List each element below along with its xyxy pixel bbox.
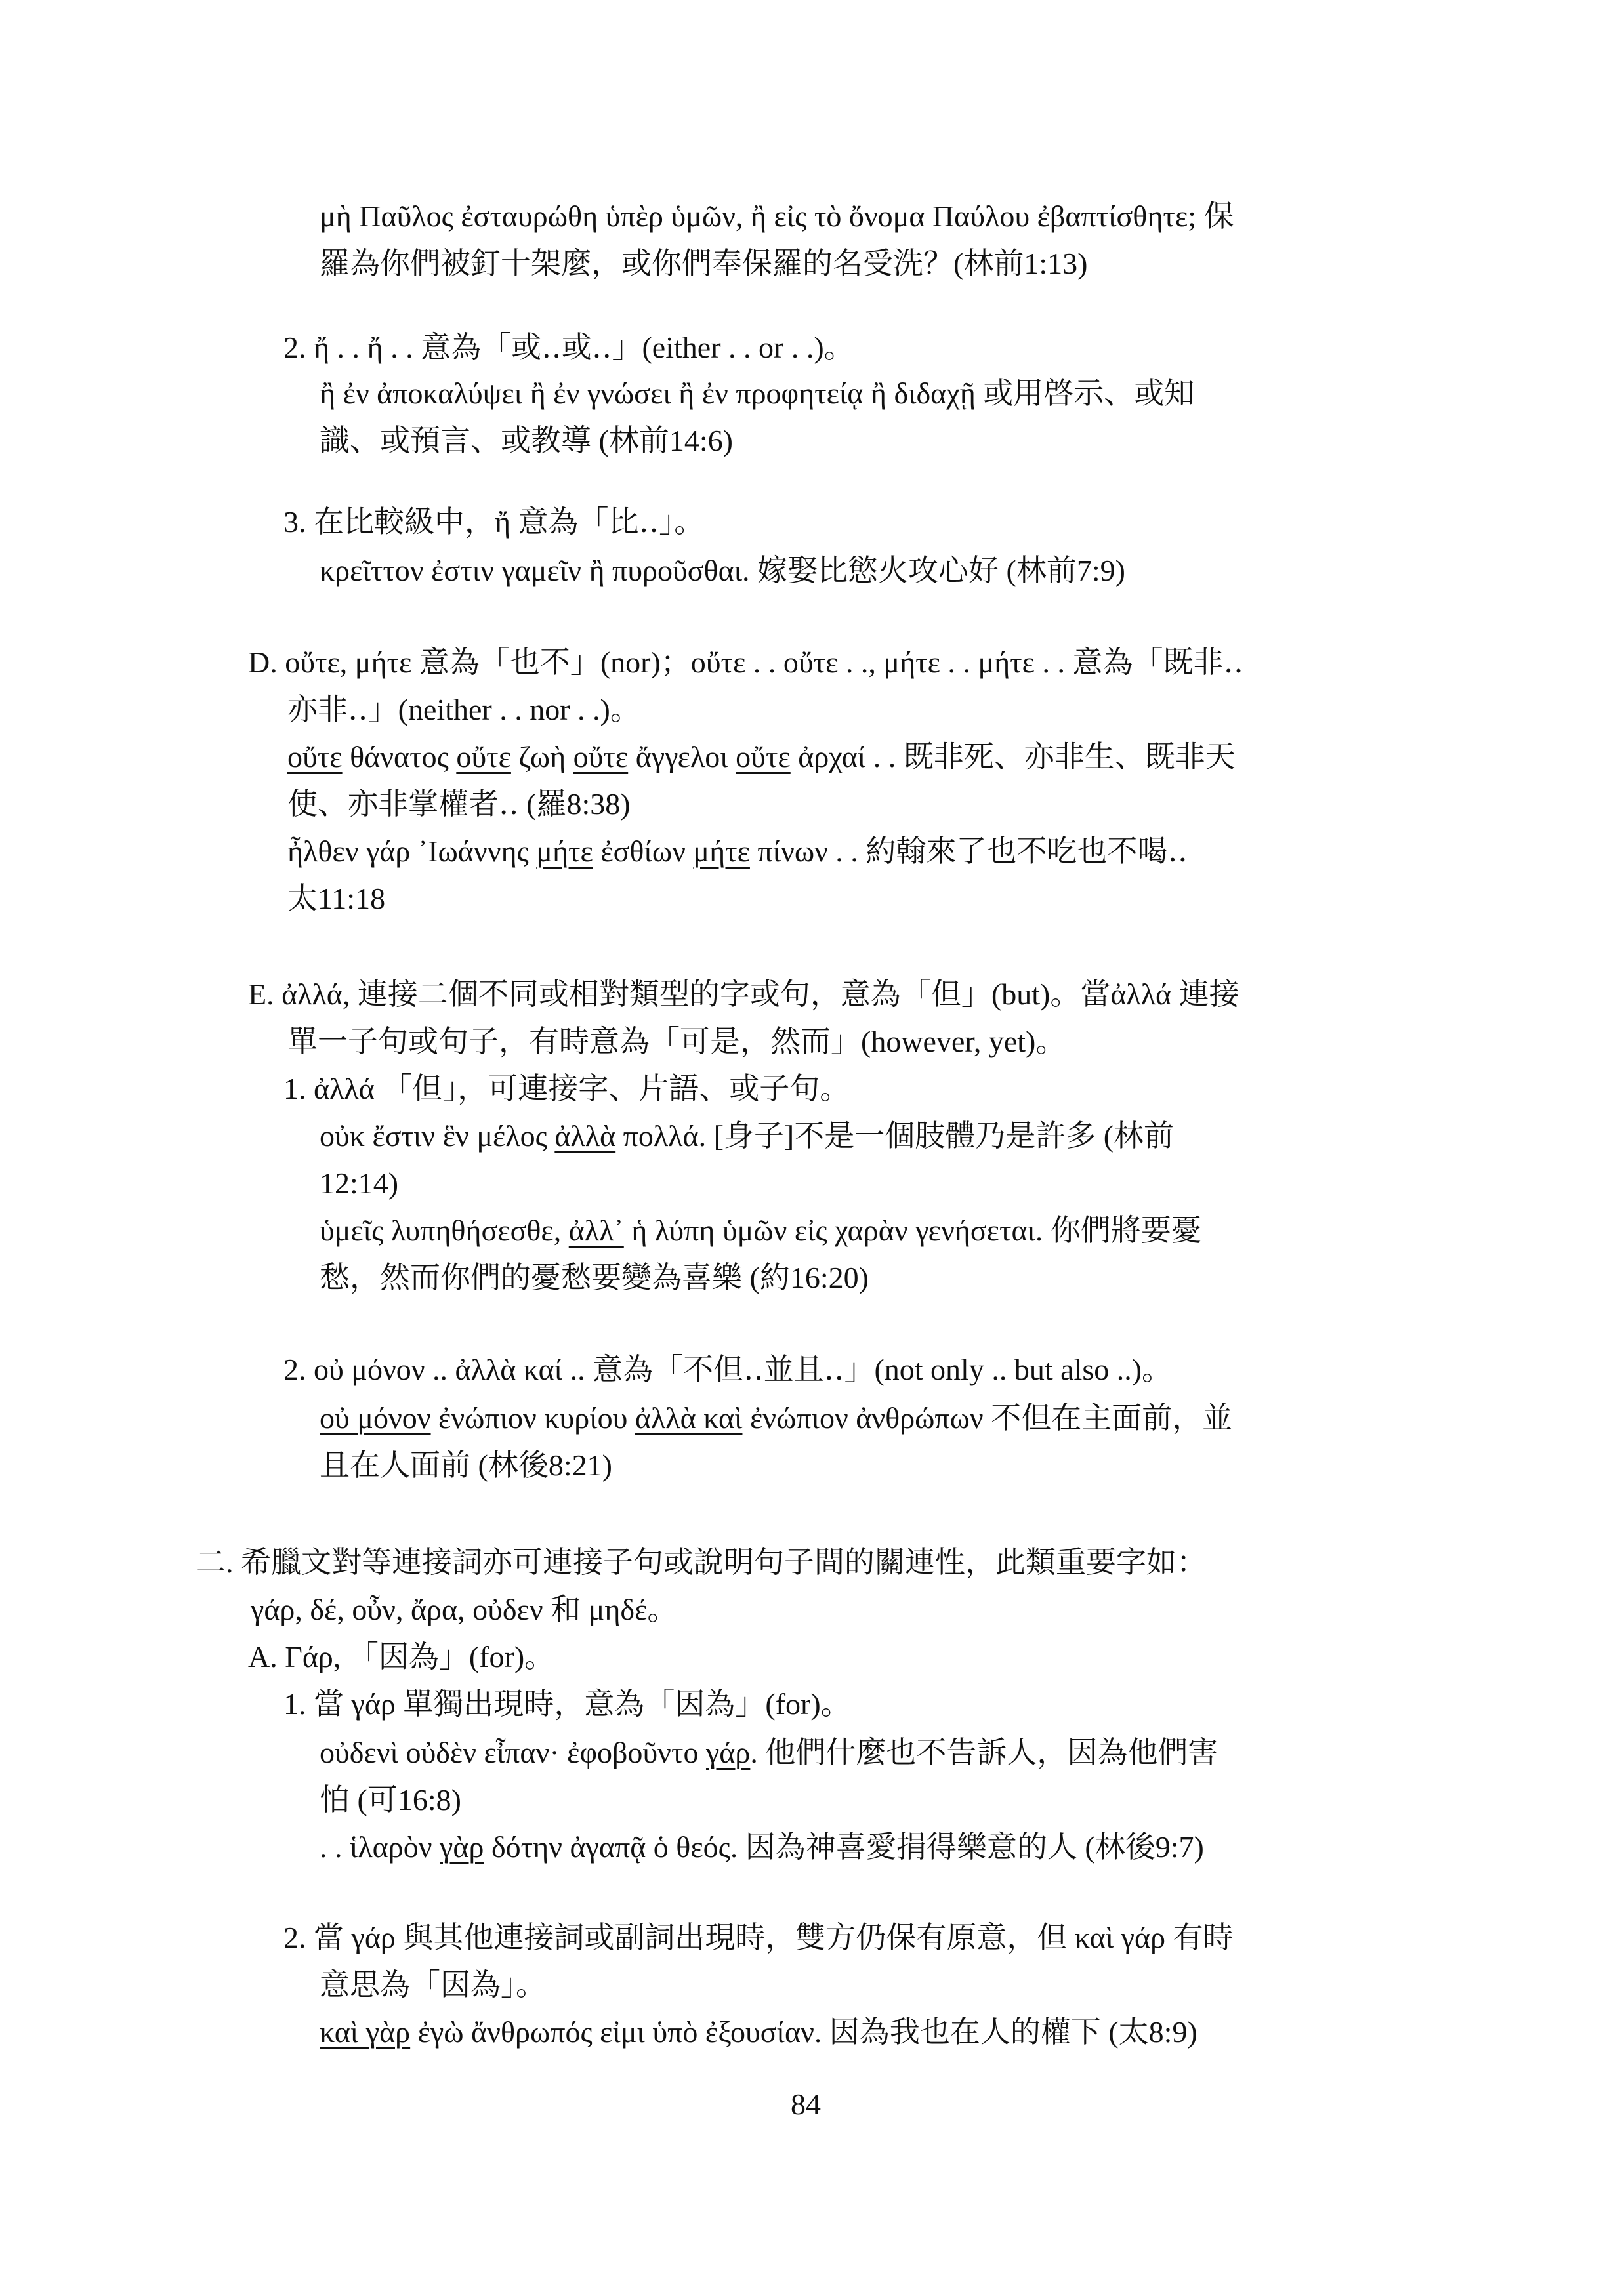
greek-example-line — [287, 737, 1236, 777]
text-segment: ἐγὼ ἄνθρωπός εἰμι ὑπὸ ἐξουσίαν. 因為我也在人的權下 (太8:9) — [410, 2015, 1197, 2049]
text-segment: ἡ λύπη ὑμῶν εἰς χαρὰν γενήσεται. 你們將要憂 — [623, 1214, 1201, 1247]
underlined-word: ἀλλὰ — [554, 1119, 616, 1153]
subitem-heading: 1. 當 γάρ 單獨出現時，意為「因為」(for)。 — [283, 1687, 851, 1721]
greek-example-line — [320, 1117, 1174, 1156]
reference-line: 12:14) — [320, 1166, 399, 1200]
text-segment: δότην ἀγαπᾷ ὁ θεός. 因為神喜愛捐得樂意的人 (林後9:7) — [484, 1830, 1204, 1864]
underlined-word: γάρ — [705, 1736, 751, 1769]
section-heading: E. ἀλλά, 連接二個不同或相對類型的字或句，意為「但」(but)。當ἀλλά 連接 — [248, 977, 1239, 1011]
text-segment: ὑμεῖς λυπηθήσεσθε, — [320, 1214, 569, 1247]
text-segment: θάνατος — [342, 740, 457, 773]
subitem-heading: 2. ἤ . . ἤ . . 意為「或‥或‥」(either . . or . .)。 — [283, 331, 854, 364]
text-segment: . 他們什麼也不告訴人，因為他們害 — [750, 1736, 1218, 1769]
greek-example-line — [320, 2013, 1197, 2052]
greek-example-line — [320, 1733, 1218, 1773]
section-heading-cont: 單一子句或句子，有時意為「可是，然而」(however, yet)。 — [287, 1025, 1066, 1058]
text-segment: πίνων . . 約翰來了也不吃也不喝‥ — [749, 834, 1188, 868]
text-segment: . . ἱλαρὸν — [320, 1830, 440, 1864]
underlined-word: οὔτε — [456, 740, 511, 773]
underlined-word: μήτε — [693, 834, 750, 868]
chapter-heading-cont: γάρ, δέ, οὖν, ἄρα, οὐδεν 和 μηδέ。 — [251, 1593, 678, 1626]
text-segment: ἐσθίων — [593, 834, 694, 868]
underlined-word: ἀλλὰ καὶ — [635, 1401, 743, 1435]
text-segment: ζωὴ — [510, 740, 573, 773]
underlined-word: ἀλλ᾿ — [568, 1214, 624, 1247]
greek-example-line — [320, 1828, 1204, 1867]
translation-line: 羅為你們被釘十架麼，或你們奉保羅的名受洗？(林前1:13) — [320, 247, 1088, 280]
greek-example-line — [287, 832, 1188, 871]
page-number: 84 — [791, 2087, 821, 2121]
underlined-word: μήτε — [536, 834, 593, 868]
chapter-heading: 二. 希臘文對等連接詞亦可連接子句或說明句子間的關連性，此類重要字如： — [196, 1546, 1207, 1579]
reference-line: 太11:18 — [287, 882, 386, 915]
section-heading-cont: 亦非‥」(neither . . nor . .)。 — [287, 693, 640, 726]
section-heading: D. οὔτε, μήτε 意為「也不」(nor)；οὔτε . . οὔτε . ., μήτε . . μήτε . . 意為「既非‥ — [248, 646, 1244, 679]
underlined-word: οὔτε — [287, 740, 343, 773]
text-segment: ἐνώπιον κυρίου — [430, 1401, 635, 1435]
section-heading: A. Γάρ, 「因為」(for)。 — [248, 1640, 555, 1673]
text-segment: ἀρχαί . . 既非死、亦非生、既非天 — [790, 740, 1236, 773]
translation-line: 使、亦非掌權者‥ (羅8:38) — [287, 787, 631, 821]
translation-line: 且在人面前 (林後8:21) — [320, 1448, 612, 1482]
underlined-word: γὰρ — [440, 1830, 484, 1864]
text-segment: οὐδενὶ οὐδὲν εἶπαν· ἐφοβοῦντο — [320, 1736, 706, 1769]
text-segment: πολλά. [身子]不是一個肢體乃是許多 (林前 — [615, 1119, 1175, 1153]
subitem-heading: 3. 在比較級中，ἤ 意為「比‥」。 — [283, 505, 705, 539]
subitem-heading: 2. 當 γάρ 與其他連接詞或副詞出現時，雙方仍保有原意，但 καὶ γάρ 有時 — [283, 1921, 1234, 1954]
translation-line: 識、或預言、或教導 (林前14:6) — [320, 424, 733, 457]
underlined-word: οὔτε — [573, 740, 629, 773]
underlined-word: οὔτε — [736, 740, 791, 773]
text-segment: οὐκ ἔστιν ἓν μέλος — [320, 1119, 555, 1153]
subitem-heading: 2. οὐ μόνον .. ἀλλὰ καί .. 意為「不但‥並且‥」(not only .. but also ..)。 — [283, 1353, 1173, 1386]
greek-example-line: κρεῖττον ἐστιν γαμεῖν ἢ πυροῦσθαι. 嫁娶比慾火攻心好 (林前7:9) — [320, 554, 1125, 587]
text-segment: ἐνώπιον ἀνθρώπων 不但在主面前，並 — [742, 1401, 1233, 1435]
subitem-heading-cont: 意思為「因為」。 — [320, 1968, 546, 2001]
underlined-word: καὶ γὰρ — [320, 2015, 411, 2049]
subitem-heading: 1. ἀλλά 「但」，可連接字、片語、或子句。 — [283, 1072, 850, 1105]
translation-line: 怕 (可16:8) — [320, 1783, 461, 1816]
translation-line: 愁，然而你們的憂愁要變為喜樂 (約16:20) — [320, 1261, 869, 1294]
greek-example-line — [320, 1211, 1201, 1250]
greek-example-line: ἢ ἐν ἀποκαλύψει ἢ ἐν γνώσει ἢ ἐν προφητείᾳ ἢ διδαχῇ 或用啓示、或知 — [320, 377, 1195, 410]
greek-example-line: μὴ Παῦλος ἐσταυρώθη ὑπὲρ ὑμῶν, ἢ εἰς τὸ ὄνομα Παύλου ἐβαπτίσθητε; 保 — [320, 199, 1234, 233]
text-segment: ἦλθεν γάρ ᾿Ιωάννης — [287, 834, 537, 868]
underlined-word: οὐ μόνον — [320, 1401, 431, 1435]
text-segment: ἄγγελοι — [628, 740, 736, 773]
greek-example-line — [320, 1399, 1232, 1438]
